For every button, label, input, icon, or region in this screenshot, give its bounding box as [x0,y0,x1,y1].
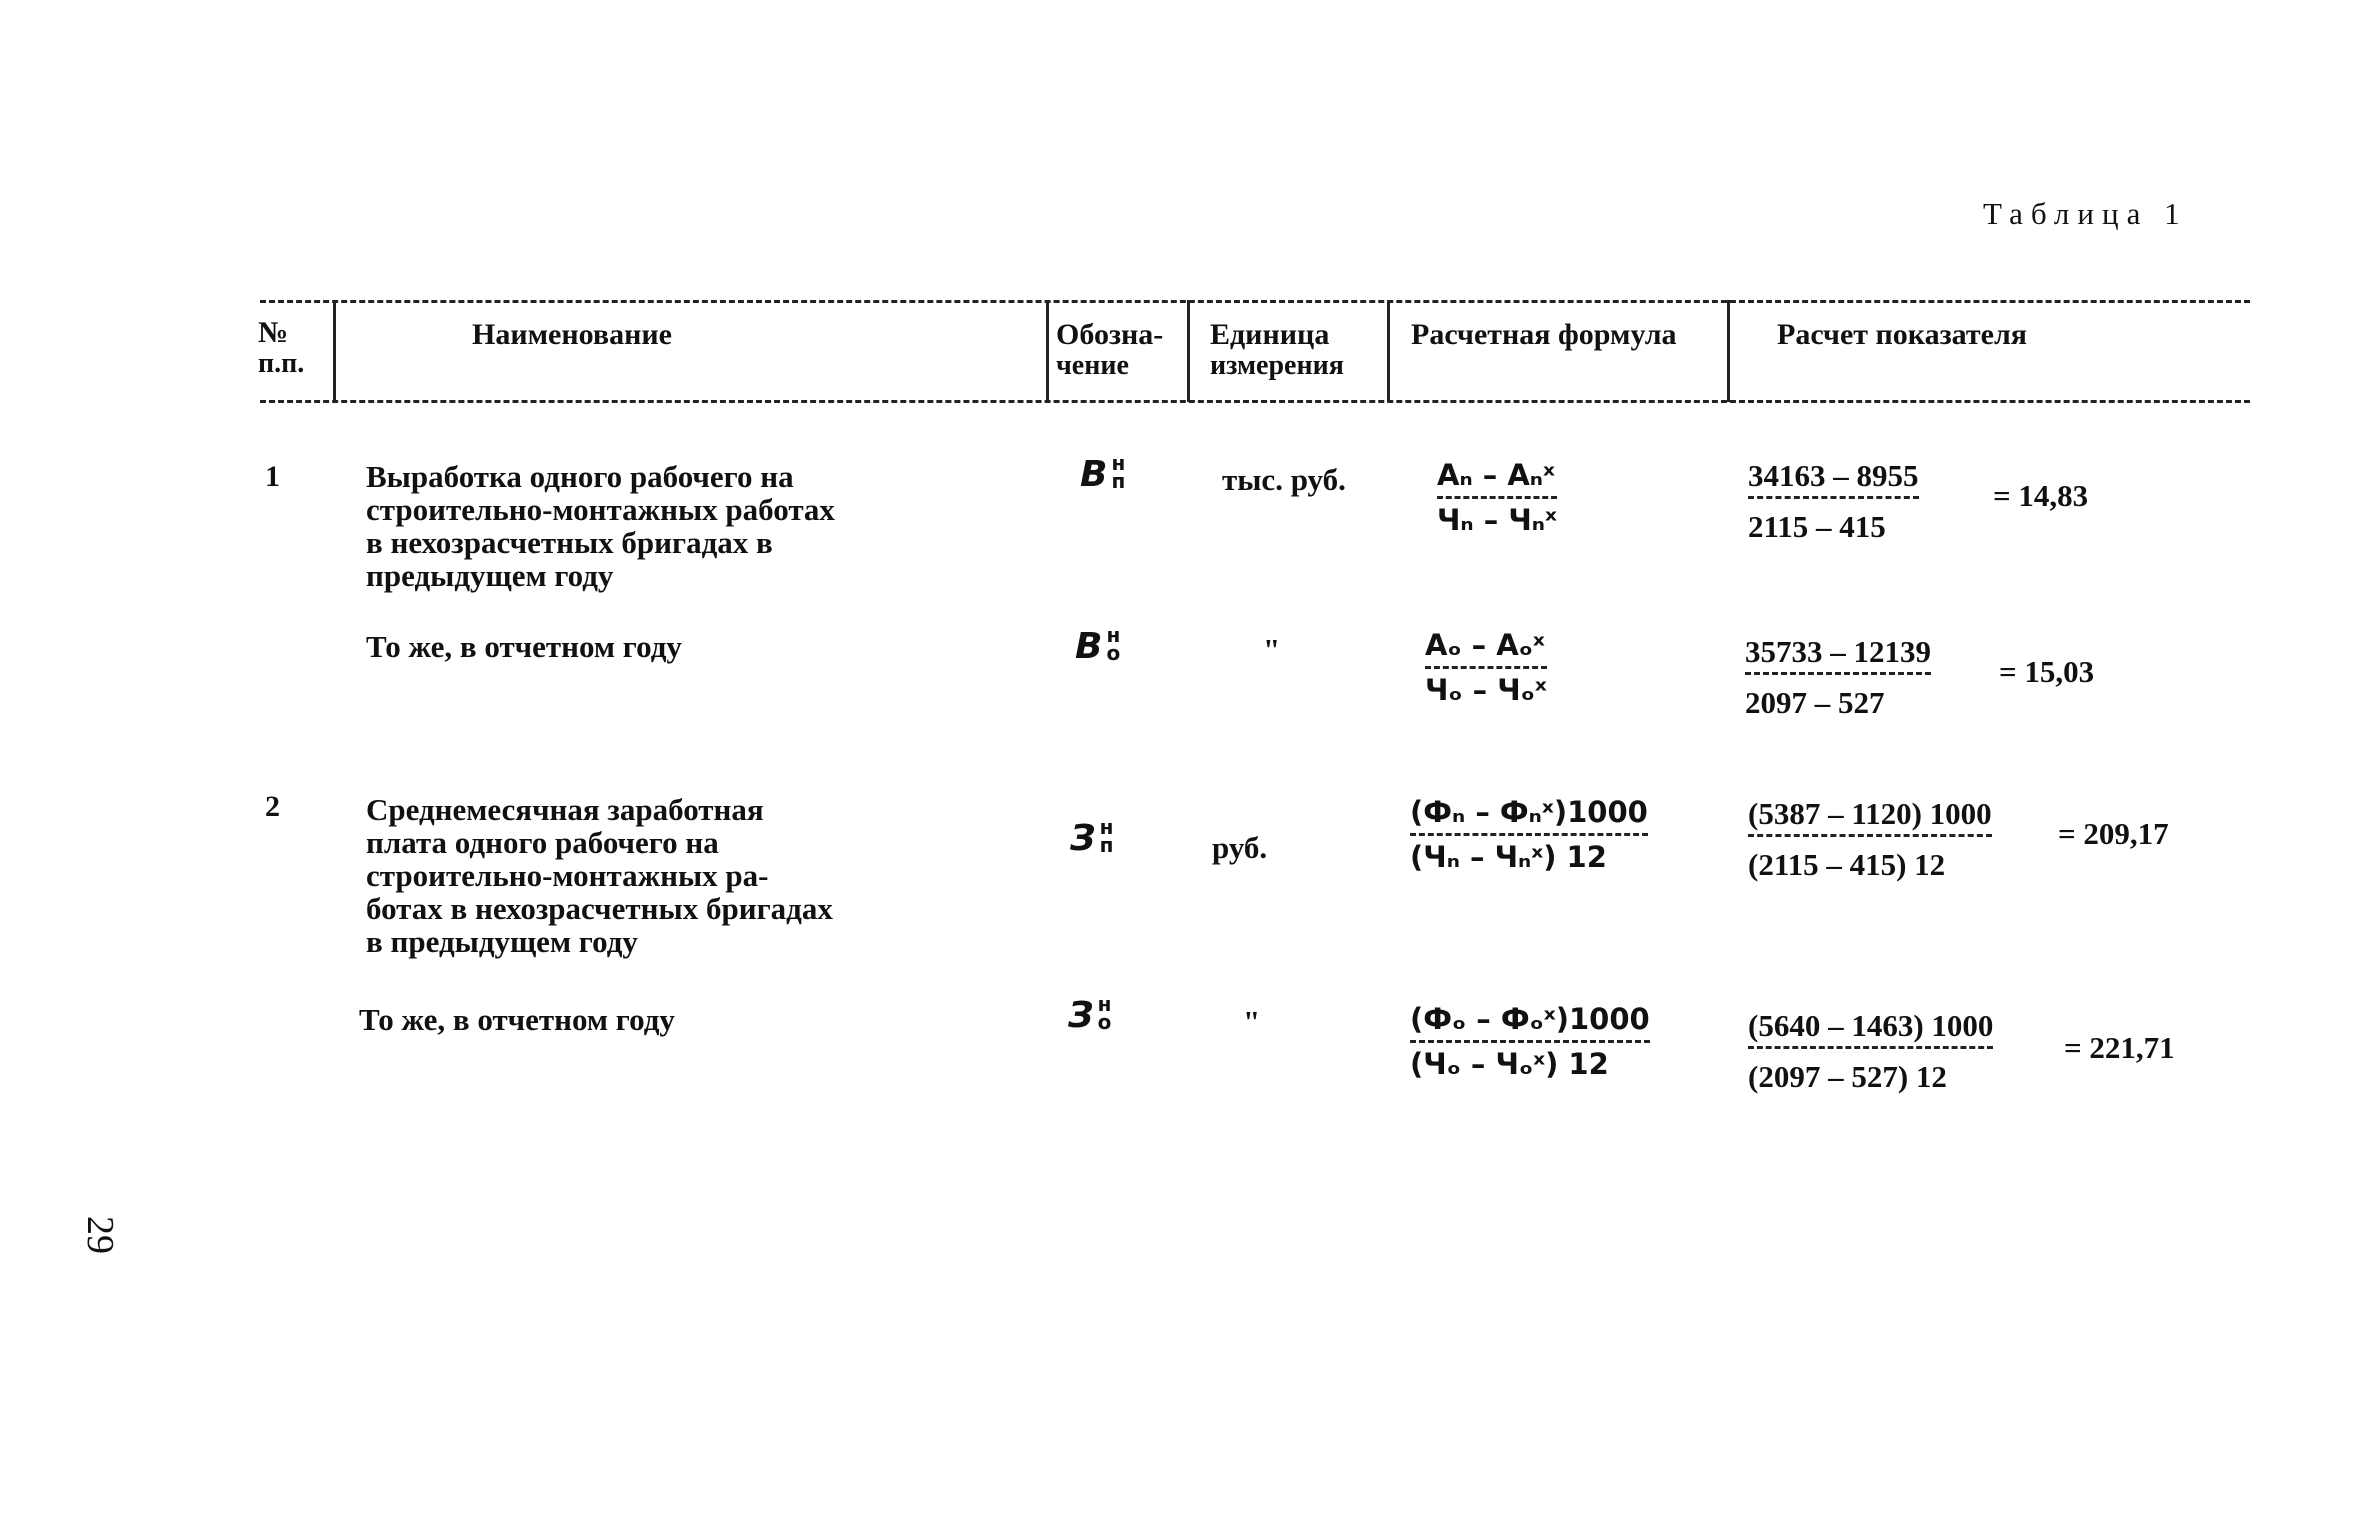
row-1-name-line: в нехозрасчетных бригадах в [366,525,773,560]
row-3-symbol-sup: н [1099,815,1114,839]
row-3-number: 2 [265,790,280,823]
row-3-name-line: ботах в нехозрасчетных бригадах [366,891,833,926]
row-3-formula-bar [1410,833,1648,836]
row-2-symbol [1075,623,1121,667]
row-1-formula-bar [1437,496,1557,499]
header-calc: Расчет показателя [1777,318,2028,351]
col-divider-2 [1046,300,1049,402]
row-4-name-line: То же, в отчетном году [359,1002,675,1037]
row-3-unit: руб. [1212,830,1268,865]
row-4-calc-denominator: (2097 – 527) 12 [1748,1059,1947,1094]
row-3-calc-numerator: (5387 – 1120) 1000 [1748,796,1992,837]
header-no [258,316,304,379]
row-1-name-line: строительно-монтажных работах [366,492,835,527]
row-1-calc [1748,458,2089,545]
row-3-calc-result: = 209,17 [2058,816,2169,851]
row-3-name [366,793,833,958]
row-1-symbol-sup: н [1111,451,1126,475]
row-2-formula-numerator: Aₒ – Aₒˣ [1425,628,1545,662]
header-no-line2: п.п. [258,348,305,379]
row-1-formula-numerator: Aₙ – Aₙˣ [1437,458,1555,492]
col-divider-3 [1187,300,1190,402]
row-2-calc-result: = 15,03 [1999,654,2095,689]
col-divider-1 [333,300,336,402]
header-unit [1210,318,1344,381]
row-4-unit: " [1243,1004,1261,1039]
row-1-name-line: Выработка одного рабочего на [366,459,794,494]
row-4-formula-bar [1410,1040,1650,1043]
row-1-symbol-sub: п [1111,469,1126,493]
row-3-symbol [1070,815,1114,859]
row-2-name-line: То же, в отчетном году [366,629,682,664]
page-number: 29 [79,1216,121,1254]
row-4-calc [1748,1008,2175,1095]
row-3-name-line: Среднемесячная заработная [366,792,764,827]
row-3-name-line: плата одного рабочего на [366,825,719,860]
header-name: Наименование [472,318,672,351]
table-header-rule [260,400,2250,403]
row-1-name [366,460,835,592]
row-4-symbol [1068,992,1112,1036]
row-2-name [366,630,682,663]
row-2-unit: " [1263,632,1281,667]
row-3-symbol-base: З [1070,818,1096,859]
row-1-calc-result: = 14,83 [1993,478,2089,513]
row-3-calc [1748,796,2169,883]
row-1-unit: тыс. руб. [1222,462,1346,497]
row-4-symbol-base: З [1068,995,1094,1036]
row-3-name-line: в предыдущем году [366,924,638,959]
col-divider-5 [1727,300,1730,402]
header-formula: Расчетная формула [1411,318,1677,351]
row-4-symbol-sub: о [1097,1010,1112,1034]
row-4-formula [1410,1002,1650,1081]
row-4-name [359,1003,675,1036]
row-4-formula-denominator: (Чₒ – Чₒˣ) 12 [1410,1047,1609,1081]
row-2-formula [1425,628,1547,707]
header-unit-line1: Единица [1210,318,1330,351]
row-1-calc-denominator: 2115 – 415 [1748,509,1886,544]
row-2-formula-bar [1425,666,1547,669]
row-3-formula-numerator: (Фₙ – Фₙˣ)1000 [1410,795,1648,829]
row-2-calc [1745,634,2095,721]
header-symbol [1056,318,1163,381]
row-2-symbol-base: В [1075,626,1103,667]
row-3-formula-denominator: (Чₙ – Чₙˣ) 12 [1410,840,1607,874]
row-3-calc-denominator: (2115 – 415) 12 [1748,847,1946,882]
header-unit-line2: измерения [1210,350,1344,381]
row-1-symbol [1080,451,1126,495]
row-3-symbol-sub: п [1099,833,1114,857]
header-symbol-line2: чение [1056,350,1129,381]
row-2-calc-denominator: 2097 – 527 [1745,685,1885,720]
header-no-line1: № [258,316,289,349]
table-top-rule [260,300,2250,303]
row-1-symbol-base: В [1080,454,1108,495]
row-4-formula-numerator: (Фₒ – Фₒˣ)1000 [1410,1002,1650,1036]
row-1-formula-denominator: Чₙ – Чₙˣ [1437,503,1557,537]
row-4-calc-result: = 221,71 [2064,1030,2175,1065]
row-1-calc-numerator: 34163 – 8955 [1748,458,1919,499]
row-4-symbol-sup: н [1097,992,1112,1016]
row-3-name-line: строительно-монтажных ра- [366,858,769,893]
header-symbol-line1: Обозна- [1056,318,1164,351]
row-2-calc-numerator: 35733 – 12139 [1745,634,1931,675]
row-3-formula [1410,795,1648,874]
col-divider-4 [1387,300,1390,402]
row-2-formula-denominator: Чₒ – Чₒˣ [1425,673,1547,707]
row-4-calc-numerator: (5640 – 1463) 1000 [1748,1008,1993,1049]
row-1-number: 1 [265,460,280,493]
row-2-symbol-sub: о [1106,641,1121,665]
row-1-formula [1437,458,1557,537]
row-1-name-line: предыдущем году [366,558,614,593]
row-2-symbol-sup: н [1106,623,1121,647]
table-caption: Таблица 1 [1983,196,2188,231]
